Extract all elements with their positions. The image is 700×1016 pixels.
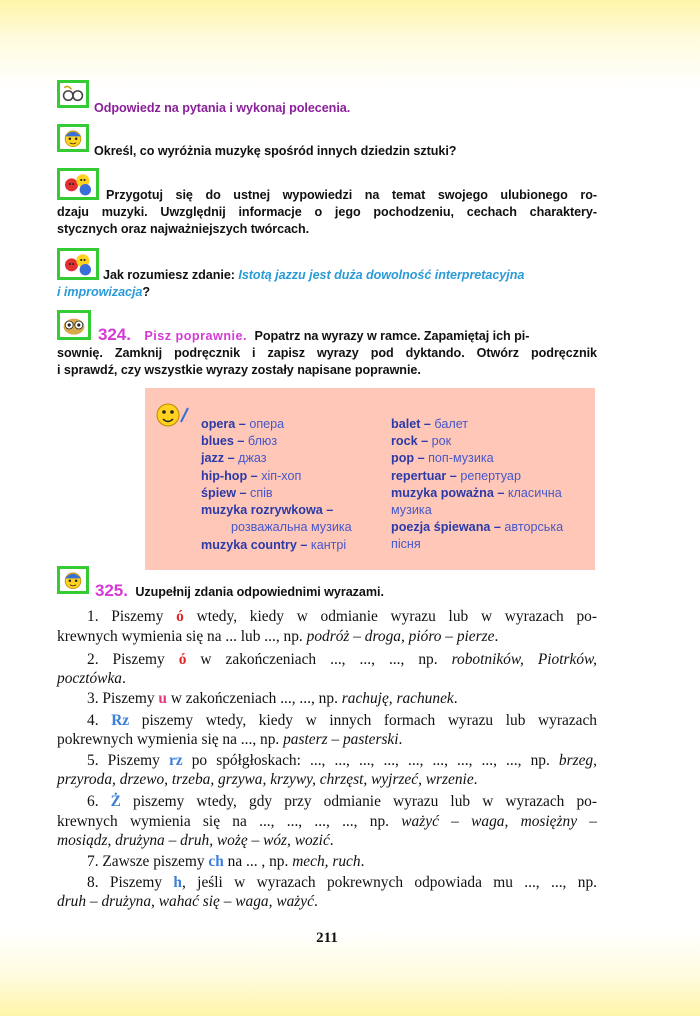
vocab-left-2: jazz – джаз — [201, 451, 267, 465]
sentence-5-line-1: 5. Piszemy rz po spółgłoskach: ..., ..., ..., ..., ..., ..., ..., ..., ..., np. brzeg, — [87, 752, 597, 769]
question-3-line-2 — [57, 284, 150, 301]
sentence-7: 7. Zawsze piszemy ch na ... , np. mech, ruch. — [87, 853, 365, 870]
vocab-left-3: hip-hop – хіп-хоп — [201, 469, 302, 483]
smiley-thinking-icon — [57, 124, 89, 152]
vocab-right-2: pop – поп-музика — [391, 451, 494, 465]
vocab-left-4: śpiew – спів — [201, 486, 273, 500]
vocab-right-0: balet – балет — [391, 417, 469, 431]
question-3-prefix: Jak rozumiesz zdanie: — [103, 268, 239, 282]
sentence-8-line-2: druh – drużyna, wahać się – waga, ważyć. — [57, 893, 318, 910]
page-number: 211 — [316, 930, 338, 946]
sentence-1-line-1: 1. Piszemy ó wtedy, kiedy w odmianie wyrazu lub w wyrazach po- — [87, 608, 597, 625]
question-2-line-2: dzaju muzyki. Uwzględnij informacje o jego pochodzeniu, cechach charaktery- — [57, 205, 597, 219]
task-325-title: Uzupełnij zdania odpowiednimi wyrazami. — [135, 585, 384, 599]
question-2-line-1: Przygotuj się do ustnej wypowiedzi na temat swojego ulubionego ro- — [106, 188, 597, 202]
task-324-number: 324. — [98, 325, 131, 344]
sentence-4-line-2: pokrewnych wymienia się na ..., np. pasterz – pasterski. — [57, 731, 403, 748]
vocabulary-frame — [145, 388, 595, 570]
smiley-writing-icon — [155, 400, 189, 430]
owl-glasses-icon — [57, 310, 91, 340]
sentence-6-line-2: krewnych wymienia się na ..., ..., ..., ..., np. ważyć – waga, mosiężny – — [57, 813, 598, 830]
group-smileys-icon — [57, 248, 99, 280]
instruction-text: Odpowiedz na pytania i wykonaj polecenia. — [94, 101, 351, 115]
vocab-right-5: poezja śpiewana – авторська пісня — [391, 520, 564, 551]
sentence-3: 3. Piszemy u w zakończeniach ..., ..., np. rachuję, rachunek. — [87, 690, 458, 707]
question-2-line-3: stycznych oraz najważniejszych twórcach. — [57, 222, 310, 236]
vocab-left-5: muzyka rozrywkowa – — [201, 503, 334, 517]
question-3-suffix: ? — [142, 285, 151, 299]
task-324-title: Pisz poprawnie. — [144, 329, 248, 343]
question-3-line-1 — [103, 267, 524, 284]
task-324-line-1 — [98, 326, 597, 345]
sentence-1-line-2: krewnych wymienia się na ... lub ..., np. podróż – droga, pióro – pierze. — [57, 628, 499, 645]
vocab-left-6: muzyka country – кантрі — [201, 538, 347, 552]
sentence-2-line-2: pocztówka. — [57, 670, 126, 687]
question-1: Określ, co wyróżnia muzykę spośród innych dziedzin sztuki? — [94, 144, 457, 158]
vocab-left-5-translation: розважальна музика — [231, 520, 352, 534]
task-324-text-1: Popatrz na wyrazy w ramce. Zapamiętaj ich pi- — [254, 329, 530, 343]
vocab-right-3: repertuar – репертуар — [391, 469, 521, 483]
vocab-right-1: rock – рок — [391, 434, 452, 448]
question-3-quote-end: i improwizacja — [57, 285, 143, 299]
vocab-left-0: opera – опера — [201, 417, 285, 431]
sentence-5-line-2: przyroda, drzewo, trzeba, grzywa, krzywy, chrzęst, wyjrzeć, wrzenie. — [57, 771, 478, 788]
vocab-right-4: muzyka poważna – класична музика — [391, 486, 562, 517]
smiley-thinking-icon — [57, 566, 89, 594]
sentence-2-line-1: 2. Piszemy ó w zakończeniach ..., ..., ..., np. robotników, Piotrków, — [87, 651, 597, 668]
vocab-left-1: blues – блюз — [201, 434, 278, 448]
glasses-icon — [57, 80, 89, 108]
sentence-6-line-1: 6. Ż piszemy wtedy, gdy przy odmianie wyrazu lub w wyrazach po- — [87, 793, 597, 810]
sentence-8-line-1: 8. Piszemy h, jeśli w wyrazach pokrewnych odpowiada mu ..., ..., np. — [87, 874, 597, 891]
question-3-quote: Istotą jazzu jest duża dowolność interpretacyjna — [238, 268, 525, 282]
task-325-number: 325. — [95, 581, 128, 600]
task-325-heading — [95, 582, 384, 601]
task-324-line-3: i sprawdź, czy wszystkie wyrazy zostały napisane poprawnie. — [57, 363, 421, 377]
sentence-6-line-3: mosiądz, drużyna – druh, wożę – wóz, wozić. — [57, 832, 334, 849]
sentence-4-line-1: 4. Rz piszemy wtedy, kiedy w innych formach wyrazu lub wyrazach — [87, 712, 598, 729]
group-smileys-icon — [57, 168, 99, 200]
task-324-line-2: sownię. Zamknij podręcznik i zapisz wyrazy pod dyktando. Otwórz podręcznik — [57, 346, 597, 360]
